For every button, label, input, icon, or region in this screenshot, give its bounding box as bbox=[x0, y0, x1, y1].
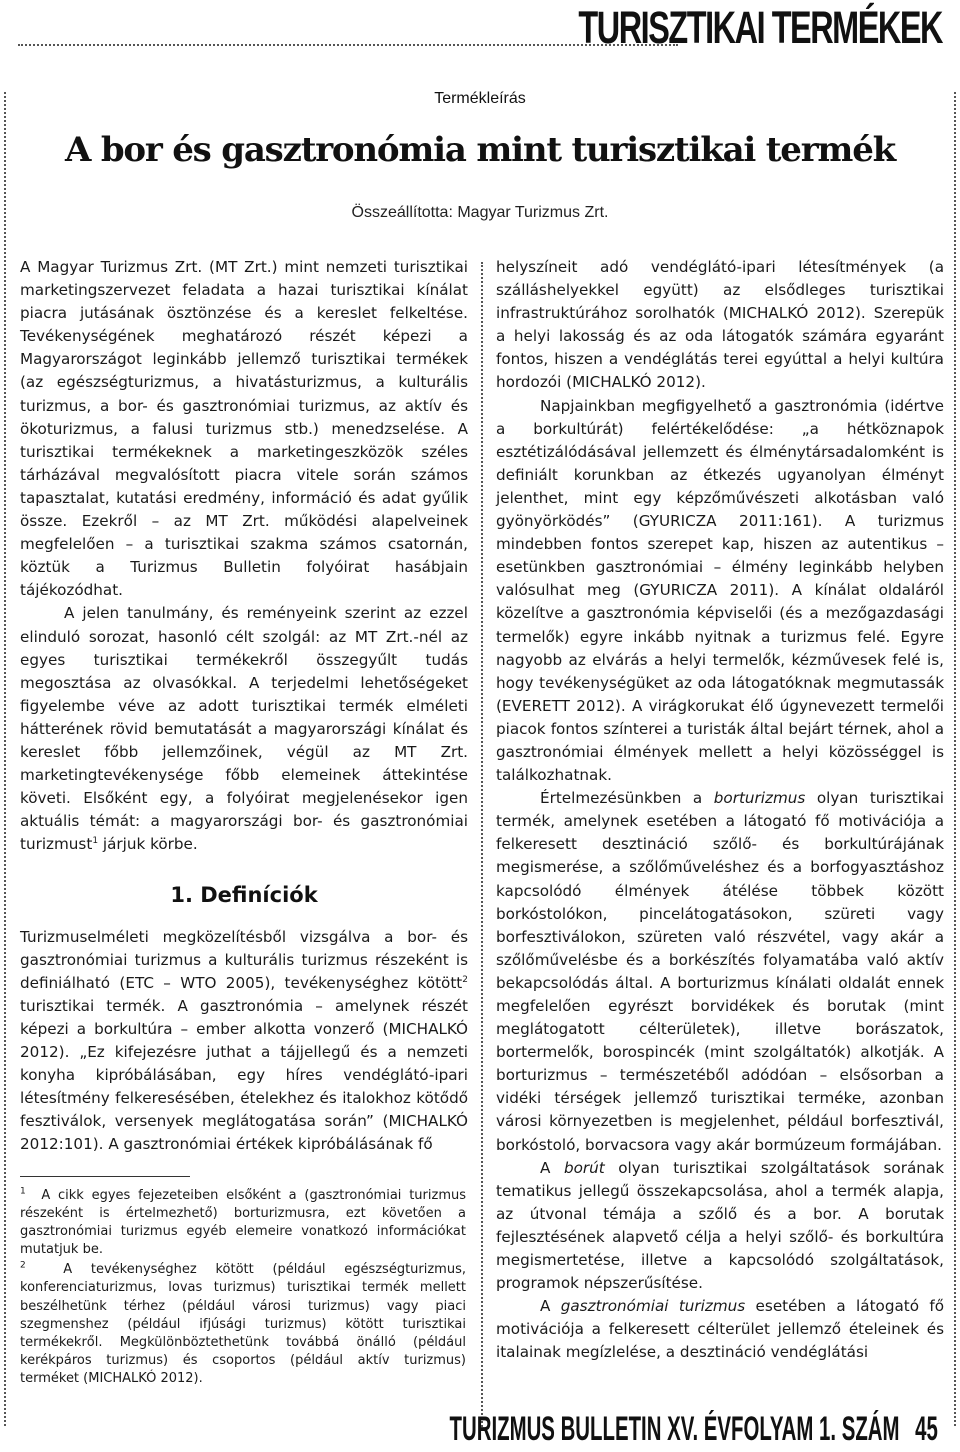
journal-footer bbox=[450, 1410, 938, 1449]
footnote: $^1$ A cikk egyes fejezeteiben elsőként a (gasztronómiai turizmus részeként is értelmezhető) borturizmusra, ezt követően a gasztronómiai turizmus egyéb elemeire vonatkozó információkat mutatjuk be. bbox=[20, 1186, 466, 1258]
paragraph: Értelmezésünkben a borturizmus olyan turisztikai termék, amelynek esetében a látogató fő motivációja a felkeresett desztináció szőlő- és borkultúrájának megismerése, a szőlőműveléshez és a borfogyasztáshoz kapcsolódó élmények átélése többek között borkóstolókon, pincelátogatásokon, szüreti vagy borfesztiválokon, szüreten való részvétel, vagy akár a szőlőművelésbe és a borkészítés folyamatába való aktív bekapcsolódás által. A borturizmus kínálati oldalát ennek megfelelően egyrészt borvidékek és borutak (mint meglátogatott célterületek), illetve borászatok, bortermelők, borospincék (mint szolgáltatók) alkotják. A borturizmus – természetéből adódóan – elsősorban a vidéki térségek jellemző turisztikai terméke, azonban városi környezetben is megjelenhet, például borfesztivál, borkóstoló, borvacsora vagy akár bormúzeum formájában. bbox=[496, 789, 944, 1154]
footnotes bbox=[20, 1176, 466, 1390]
article-type-label: Termékleírás bbox=[434, 90, 526, 107]
article-title: A bor és gasztronómia mint turisztikai termék bbox=[65, 130, 895, 170]
term-emphasis: borút bbox=[563, 1158, 605, 1177]
right-column bbox=[496, 256, 944, 1365]
paragraph: helyszíneit adó vendéglátó-ipari létesítmények (a szálláshelyekkel együtt) az elsődleges turisztikai infrastruktúrához sorolhatók (MICHALKÓ 2012). Szerepük a helyi lakosság és az oda látogatók számára egyaránt fontos, hiszen a vendéglátás terei egyúttal a helyi kultúra hordozói (MICHALKÓ 2012). bbox=[496, 258, 944, 392]
paragraph: A gasztronómiai turizmus esetében a látogató fő motivációja a felkeresett célterület jellemző ételeinek és italainak megízlelése, a desztináció vendéglátási bbox=[496, 1297, 945, 1362]
footnote-ref[interactable]: 1 bbox=[92, 836, 99, 847]
paragraph: Napjainkban megfigyelhető a gasztronómia (idértve a borkultúrát) felértékelődése: „a hétköznapok esztétizálódásával jellemzett és élménytársadalomként is definiált korunkban az étkezés ugyanolyan élményt jelenthet, mint egy képzőművészeti alkotásban való gyönyörködés” (GYURICZA 2011:161). A turizmus mindebben fontos szerepet kap, hiszen az autentikus – esetünkben gasztronómiai – élmény leginkább helyben valósulhat meg (GYURICZA 2011). A kínálat oldaláról közelítve a gasztronómia képviselői (és a mezőgazdasági termelők) egyre inkább nyitnak a turizmus felé. Egyre nagyobb az elvárás a helyi termelők, kézművesek felé is, hogy tevékenységüket az oda látogatóknak megmutassák (EVERETT 2012). A virágkorukat élő úgynevezett termelői piacok fontos színterei a turisták által bejárt térnek, ahol a gasztronómiai élmények mellett a helyi közösséggel is találkozhatnak. bbox=[496, 396, 944, 785]
left-column bbox=[20, 256, 468, 1156]
paragraph: A Magyar Turizmus Zrt. (MT Zrt.) mint nemzeti turisztikai marketingszervezet feladata a hazai turisztikai kínálat piacra jutásának ösztönzése és a kereslet felkeltése. Tevékenységének meghatározó részét képezi a Magyarországot leginkább jellemző turisztikai termékek (az egészségturizmus, a hivatásturizmus, a kulturális turizmus, a bor- és gasztronómiai turizmus, az aktív és ökoturizmus, a falusi turizmus stb.) menedzselése. A turisztikai termékeknek a marketingeszközök széles tárházával megvalósított piacra vitele során számos tapasztalat, kutatási eredmény, információ és adat gyűlik össze. Ezekről – az MT Zrt. működési alapelveinek megfelelően – a turisztikai szakma számos csatornán, köztük a Turizmus Bulletin folyóirat hasábjain tájékozódhat. bbox=[20, 258, 468, 600]
right-page-border bbox=[954, 92, 956, 1426]
article-author: Összeállította: Magyar Turizmus Zrt. bbox=[351, 204, 609, 221]
term-emphasis: borturizmus bbox=[713, 789, 806, 808]
paragraph: Turizmuselméleti megközelítésből vizsgálva a bor- és gasztronómiai turizmus a kulturális turizmus részeként is definiálható (ETC – WTO 2005), tevékenységhez kötött$^2$ turisztikai termék. A gasztronómia – amelynek részét képezi a borkultúra – ember alkotta vonzerő (MICHALKÓ 2012). „Ez kifejezésre juthat a tájjellegű és a nemzeti konyha kipróbálásában, egy híres vendéglátó-ipari létesítmény felkeresésében, ételekhez és italokhoz kötődő fesztiválok, versenyek meglátogatása során” (MICHALKÓ 2012:101). A gasztronómiai értékek kipróbálásának fő bbox=[20, 927, 468, 1154]
left-page-border bbox=[4, 92, 6, 1426]
paragraph: A jelen tanulmány, és reményeink szerint az ezzel elinduló sorozat, hasonló célt szolgál: az MT Zrt.-nél az egyes turisztikai termékekről összegyűlt tudás megosztása az olvasókkal. A terjedelmi lehetőségeket figyelembe véve az adott turisztikai termék elméleti hátterének rövid bemutatását a magyarországi kínálat és kereslet főbb jellemzőinek, végül az MT Zrt. marketingtevékenysége főbb elemeinek áttekintése követi. Elsőként egy, a folyóirat megjelenésekor igen aktuális témát: a magyarországi bor- és gasztronómiai turizmust$^1$ járjuk körbe. bbox=[20, 604, 468, 854]
footnote-divider bbox=[20, 1176, 190, 1177]
term-emphasis: gasztronómiai turizmus bbox=[560, 1297, 746, 1316]
footnote-ref[interactable]: 2 bbox=[462, 974, 468, 985]
page-number: 45 bbox=[915, 1410, 938, 1448]
paragraph: A borút olyan turisztikai szolgáltatások sorának tematikus jellegű összekapcsolása, ahol a termék alapja, az útvonal témája a szőlő és a bor. A borutak fejlesztésének alapvető célja a helyi szőlő- és borkultúra megismertetése, illetve a kapcsolódó szolgáltatások, programok népszerűsítése. bbox=[496, 1158, 944, 1293]
footnote: $^2$ A tevékenységhez kötött (például egészségturizmus, konferenciaturizmus, lovas turizmus) turisztikai termék mellett beszélhetünk térhez (például városi turizmus) vagy piaci szegmenshez (például ifjúsági turizmus) kötött turisztikai termékekről. Megkülönböztethetünk továbbá önálló (például kerékpáros turizmus) és csoportos (például aktív turizmus) terméket (MICHALKÓ 2012). bbox=[20, 1261, 466, 1386]
section-heading: 1. Definíciók bbox=[170, 883, 318, 908]
section-title: TURISZTIKAI TERMÉKEK bbox=[578, 2, 942, 53]
journal-name: TURIZMUS BULLETIN XV. ÉVFOLYAM 1. SZÁM bbox=[449, 1410, 900, 1448]
column-divider bbox=[481, 262, 483, 1430]
